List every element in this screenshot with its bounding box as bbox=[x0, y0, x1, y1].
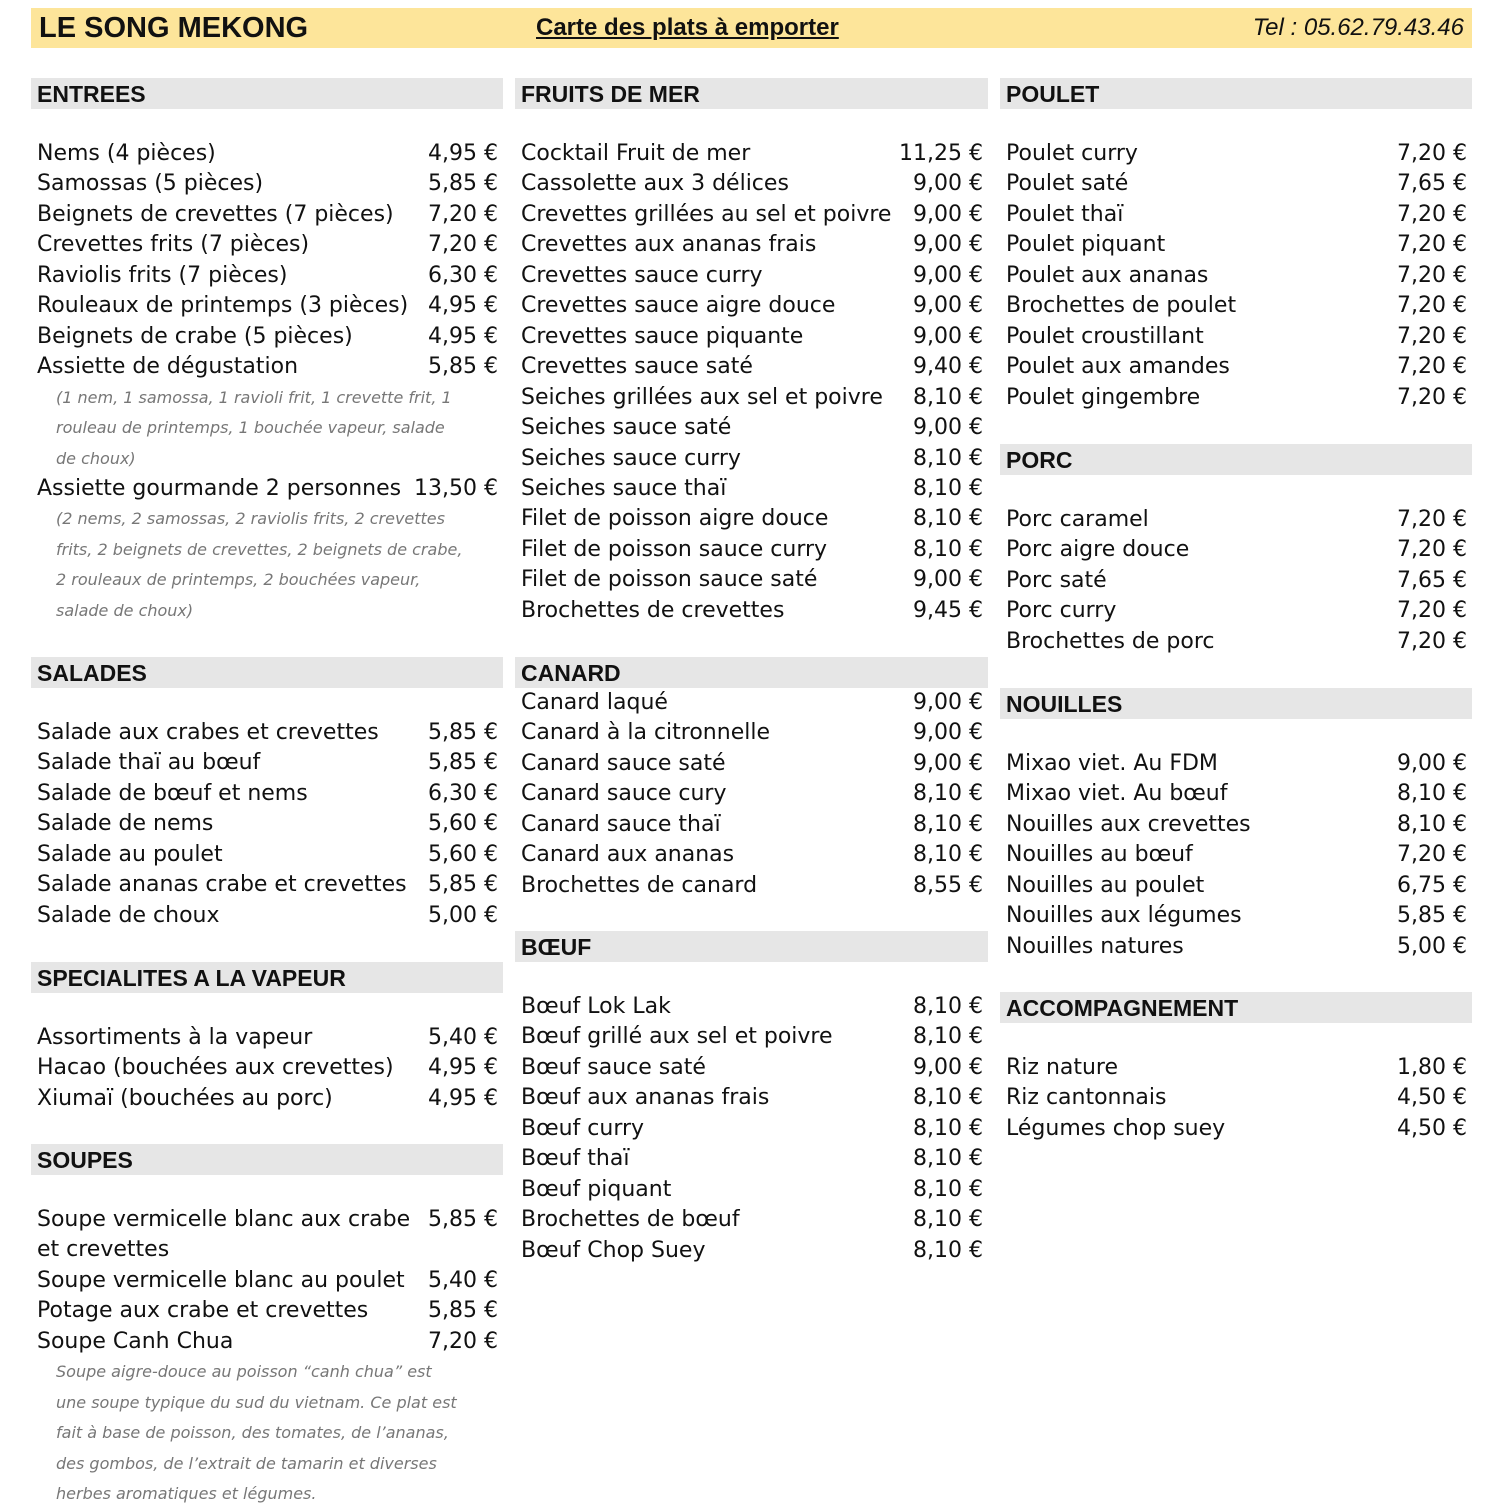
menu-item bbox=[31, 139, 503, 169]
menu-item bbox=[1000, 871, 1472, 901]
menu-item-list bbox=[1000, 749, 1472, 962]
menu-item-price: 5,85 € bbox=[428, 171, 498, 197]
menu-item-name: Assiette de dégustation bbox=[37, 354, 299, 380]
menu-item bbox=[31, 1023, 503, 1053]
section-title: ENTREES bbox=[31, 78, 503, 109]
section-accompagnement bbox=[1000, 992, 1472, 1144]
menu-item-name: Porc saté bbox=[1006, 567, 1107, 593]
menu-item bbox=[31, 1327, 503, 1357]
phone-number: Tel : 05.62.79.43.46 bbox=[1252, 14, 1464, 41]
menu-item-name: Brochettes de crevettes bbox=[521, 597, 785, 623]
item-description: (2 nems, 2 samossas, 2 raviolis frits, 2 crevettes frits, 2 beignets de crevettes, 2 beignets de crabe, 2 rouleaux de printemps, 2 bouchées vapeur, salade de choux) bbox=[56, 509, 463, 620]
menu-item-name: Soupe vermicelle blanc au poulet bbox=[37, 1267, 405, 1293]
menu-item-name: Assortiments à la vapeur bbox=[37, 1025, 313, 1050]
menu-item bbox=[1000, 810, 1472, 840]
menu-item bbox=[515, 474, 988, 504]
menu-item bbox=[515, 810, 988, 840]
menu-item-list bbox=[31, 139, 503, 383]
menu-item-name: Bœuf curry bbox=[521, 1115, 645, 1141]
section-vapeur bbox=[31, 962, 503, 1114]
menu-item-list bbox=[515, 992, 988, 1266]
menu-item bbox=[515, 230, 988, 260]
menu-item bbox=[31, 1266, 503, 1296]
menu-item-price: 9,00 € bbox=[1397, 751, 1467, 776]
menu-item bbox=[515, 413, 988, 443]
menu-item-name: Poulet piquant bbox=[1006, 232, 1166, 258]
menu-item-name: Filet de poisson sauce curry bbox=[521, 536, 828, 562]
menu-item-name: Bœuf piquant bbox=[521, 1176, 672, 1202]
menu-item-price: 9,00 € bbox=[913, 262, 983, 288]
menu-item-price: 8,10 € bbox=[913, 1146, 983, 1172]
menu-item-name: Beignets de crabe (5 pièces) bbox=[37, 323, 353, 349]
menu-item bbox=[515, 688, 988, 718]
menu-item bbox=[31, 1084, 503, 1114]
menu-item-price: 8,10 € bbox=[913, 1176, 983, 1202]
menu-item-name: Filet de poisson aigre douce bbox=[521, 506, 829, 532]
menu-item-price: 8,10 € bbox=[1397, 811, 1467, 837]
menu-item-price: 4,95 € bbox=[428, 1085, 498, 1111]
menu-item-price: 8,10 € bbox=[913, 384, 983, 410]
section-title: PORC bbox=[1000, 444, 1472, 475]
menu-item bbox=[31, 169, 503, 199]
section-title: SOUPES bbox=[31, 1144, 503, 1175]
menu-item-name: Canard sauce saté bbox=[521, 750, 726, 776]
menu-item-price: 8,10 € bbox=[913, 1085, 983, 1111]
menu-item-price: 8,10 € bbox=[913, 842, 983, 868]
section-title: POULET bbox=[1000, 78, 1472, 109]
menu-item bbox=[31, 870, 503, 900]
section-title: CANARD bbox=[515, 657, 988, 688]
item-description: Soupe aigre-douce au poisson “canh chua” est une soupe typique du sud du vietnam. Ce plat est fait à base de poisson, des tomates, de l’ananas, des gombos, de l’extrait de tamarin et diverses herbes aromatiques et légumes. bbox=[56, 1362, 457, 1504]
menu-item bbox=[515, 352, 988, 382]
menu-item-price: 9,00 € bbox=[913, 750, 983, 776]
menu-item-name: Crevettes sauce piquante bbox=[521, 323, 804, 349]
menu-item bbox=[31, 322, 503, 352]
menu-item-price: 7,20 € bbox=[1397, 842, 1467, 868]
menu-item-price: 7,20 € bbox=[1397, 232, 1467, 258]
menu-item-name: Samossas (5 pièces) bbox=[37, 171, 264, 197]
menu-item bbox=[515, 1114, 988, 1144]
menu-item bbox=[515, 444, 988, 474]
menu-item-price: 4,95 € bbox=[428, 323, 498, 349]
menu-item-price: 9,40 € bbox=[913, 354, 983, 380]
section-nouilles bbox=[1000, 688, 1472, 962]
menu-item-name: Poulet curry bbox=[1006, 141, 1138, 166]
menu-item-list bbox=[1000, 505, 1472, 657]
menu-item-price: 8,10 € bbox=[913, 475, 983, 501]
section-salades bbox=[31, 657, 503, 931]
menu-item-name: Crevettes sauce aigre douce bbox=[521, 293, 836, 319]
menu-item-name: Riz nature bbox=[1006, 1055, 1119, 1080]
menu-item-list bbox=[515, 139, 988, 626]
menu-item-price: 9,45 € bbox=[913, 597, 983, 623]
menu-item-name: Poulet aux amandes bbox=[1006, 354, 1230, 380]
menu-item-name: Nouilles au bœuf bbox=[1006, 842, 1193, 868]
menu-item-list bbox=[31, 1205, 503, 1357]
menu-item-name: Poulet thaï bbox=[1006, 201, 1124, 227]
menu-item-price: 4,95 € bbox=[428, 293, 498, 319]
menu-item bbox=[1000, 322, 1472, 352]
menu-item bbox=[515, 322, 988, 352]
menu-item-price: 5,85 € bbox=[428, 872, 498, 898]
menu-item-price: 8,10 € bbox=[913, 1237, 983, 1263]
menu-item bbox=[515, 779, 988, 809]
menu-item-name: Bœuf sauce saté bbox=[521, 1054, 706, 1080]
menu-item bbox=[1000, 261, 1472, 291]
section-title: FRUITS DE MER bbox=[515, 78, 988, 109]
menu-item bbox=[515, 840, 988, 870]
section-porc bbox=[1000, 444, 1472, 657]
menu-item bbox=[1000, 169, 1472, 199]
menu-item-name: Xiumaï (bouchées au porc) bbox=[37, 1085, 333, 1111]
menu-item-price: 8,10 € bbox=[913, 1207, 983, 1233]
menu-item-price: 6,30 € bbox=[428, 262, 498, 288]
menu-item-name: Salade aux crabes et crevettes bbox=[37, 720, 379, 745]
menu-item-name: Canard sauce thaï bbox=[521, 811, 721, 837]
menu-item-price: 7,20 € bbox=[1397, 262, 1467, 288]
menu-item bbox=[1000, 505, 1472, 535]
section-title: ACCOMPAGNEMENT bbox=[1000, 992, 1472, 1023]
menu-item bbox=[515, 169, 988, 199]
menu-item-name: Brochettes de porc bbox=[1006, 628, 1215, 654]
menu-item bbox=[31, 1053, 503, 1083]
menu-item-price: 6,75 € bbox=[1397, 872, 1467, 898]
menu-item bbox=[1000, 779, 1472, 809]
menu-item-price: 7,20 € bbox=[1397, 323, 1467, 349]
menu-item-list bbox=[515, 688, 988, 901]
menu-item bbox=[515, 261, 988, 291]
menu-item-price: 9,00 € bbox=[913, 171, 983, 197]
section-title: NOUILLES bbox=[1000, 688, 1472, 719]
menu-item bbox=[31, 474, 503, 504]
menu-item-name: Porc aigre douce bbox=[1006, 537, 1190, 563]
menu-item-price: 4,50 € bbox=[1397, 1115, 1467, 1141]
menu-item-name: Salade de choux bbox=[37, 902, 220, 928]
menu-item-name: Nouilles aux légumes bbox=[1006, 903, 1242, 929]
menu-item bbox=[1000, 932, 1472, 962]
menu-item-price: 9,00 € bbox=[913, 567, 983, 593]
menu-subtitle: Carte des plats à emporter bbox=[536, 14, 839, 41]
menu-item bbox=[31, 809, 503, 839]
menu-item-price: 5,85 € bbox=[428, 720, 498, 745]
menu-item-name: Crevettes grillées au sel et poivre bbox=[521, 201, 892, 227]
menu-item-list bbox=[1000, 1053, 1472, 1144]
menu-item-price: 5,85 € bbox=[428, 1207, 498, 1232]
menu-item bbox=[31, 261, 503, 291]
menu-item-price: 13,50 € bbox=[414, 475, 498, 501]
section-entrees bbox=[31, 78, 503, 626]
menu-item-price: 7,65 € bbox=[1397, 567, 1467, 593]
item-description: (1 nem, 1 samossa, 1 ravioli frit, 1 crevette frit, 1 rouleau de printemps, 1 bouchée vapeur, salade de choux) bbox=[56, 387, 452, 468]
menu-item bbox=[515, 1053, 988, 1083]
menu-item bbox=[515, 200, 988, 230]
menu-item-name: Mixao viet. Au bœuf bbox=[1006, 781, 1228, 807]
menu-item-price: 8,10 € bbox=[913, 445, 983, 471]
menu-item-list bbox=[1000, 139, 1472, 413]
menu-item bbox=[515, 1175, 988, 1205]
menu-item-price: 8,10 € bbox=[913, 811, 983, 837]
menu-item bbox=[31, 230, 503, 260]
menu-item-price: 11,25 € bbox=[899, 141, 983, 166]
menu-item-price: 5,85 € bbox=[1397, 903, 1467, 929]
menu-item-price: 7,20 € bbox=[1397, 354, 1467, 380]
menu-item-list bbox=[31, 1023, 503, 1114]
menu-item-name: Cocktail Fruit de mer bbox=[521, 141, 751, 166]
menu-item-price: 5,00 € bbox=[428, 902, 498, 928]
menu-item-price: 7,20 € bbox=[428, 1328, 498, 1354]
menu-item bbox=[1000, 291, 1472, 321]
menu-item-price: 4,95 € bbox=[428, 1055, 498, 1081]
menu-item bbox=[515, 871, 988, 901]
menu-item bbox=[1000, 566, 1472, 596]
menu-item-name: Porc curry bbox=[1006, 598, 1117, 624]
menu-item-price: 7,20 € bbox=[1397, 141, 1467, 166]
menu-item-price: 9,00 € bbox=[913, 1054, 983, 1080]
menu-item bbox=[1000, 200, 1472, 230]
menu-item-price: 7,20 € bbox=[428, 201, 498, 227]
menu-item-name: Crevettes sauce saté bbox=[521, 354, 753, 380]
menu-item-name: Potage aux crabe et crevettes bbox=[37, 1298, 369, 1324]
menu-item-name: Salade de bœuf et nems bbox=[37, 780, 308, 806]
menu-item bbox=[515, 504, 988, 534]
menu-item-name: Salade de nems bbox=[37, 811, 214, 837]
menu-item-name: Seiches sauce curry bbox=[521, 445, 741, 471]
menu-item-name: Brochettes de bœuf bbox=[521, 1207, 740, 1233]
menu-item bbox=[515, 291, 988, 321]
section-canard bbox=[515, 657, 988, 901]
menu-item-price: 8,10 € bbox=[913, 994, 983, 1019]
menu-item-name: Salade thaï au bœuf bbox=[37, 750, 261, 776]
menu-item bbox=[515, 535, 988, 565]
menu-item bbox=[1000, 352, 1472, 382]
menu-item-price: 9,00 € bbox=[913, 232, 983, 258]
menu-item bbox=[31, 1296, 503, 1326]
menu-item-price: 8,10 € bbox=[913, 1115, 983, 1141]
section-title: SPECIALITES A LA VAPEUR bbox=[31, 962, 503, 993]
menu-item-name: Mixao viet. Au FDM bbox=[1006, 751, 1218, 776]
menu-item bbox=[1000, 596, 1472, 626]
menu-item-price: 9,00 € bbox=[913, 415, 983, 441]
menu-item-name: Crevettes aux ananas frais bbox=[521, 232, 817, 258]
menu-item bbox=[1000, 627, 1472, 657]
menu-item-name: Raviolis frits (7 pièces) bbox=[37, 262, 288, 288]
menu-item bbox=[1000, 535, 1472, 565]
menu-item-name: Poulet aux ananas bbox=[1006, 262, 1209, 288]
menu-item-price: 5,00 € bbox=[1397, 933, 1467, 959]
menu-item-name: Bœuf grillé aux sel et poivre bbox=[521, 1024, 833, 1050]
menu-item-name: Beignets de crevettes (7 pièces) bbox=[37, 201, 394, 227]
menu-item-price: 9,00 € bbox=[913, 323, 983, 349]
menu-item-name: Canard aux ananas bbox=[521, 842, 735, 868]
menu-item bbox=[515, 139, 988, 169]
menu-item bbox=[515, 1083, 988, 1113]
menu-item bbox=[31, 352, 503, 382]
menu-item bbox=[515, 718, 988, 748]
menu-item-name: Hacao (bouchées aux crevettes) bbox=[37, 1055, 394, 1081]
menu-item-name: Seiches grillées aux sel et poivre bbox=[521, 384, 883, 410]
menu-item-price: 5,85 € bbox=[428, 750, 498, 776]
section-soupes bbox=[31, 1144, 503, 1510]
menu-item-price: 9,00 € bbox=[913, 293, 983, 319]
menu-item-price: 8,10 € bbox=[913, 781, 983, 807]
menu-item-price: 6,30 € bbox=[428, 780, 498, 806]
menu-item bbox=[1000, 139, 1472, 169]
menu-item-price: 5,40 € bbox=[428, 1025, 498, 1050]
menu-item-name: Riz cantonnais bbox=[1006, 1085, 1167, 1111]
menu-item-name: Seiches sauce thaï bbox=[521, 475, 727, 501]
menu-item-price: 4,95 € bbox=[428, 141, 498, 166]
menu-item bbox=[515, 1022, 988, 1052]
menu-item-name: Canard sauce cury bbox=[521, 781, 727, 807]
menu-item-name: Bœuf Lok Lak bbox=[521, 994, 671, 1019]
menu-item-price: 4,50 € bbox=[1397, 1085, 1467, 1111]
menu-item bbox=[1000, 1083, 1472, 1113]
menu-item bbox=[31, 840, 503, 870]
menu-item-name: Bœuf thaï bbox=[521, 1146, 630, 1172]
section-title: SALADES bbox=[31, 657, 503, 688]
menu-item-price: 7,20 € bbox=[1397, 201, 1467, 227]
menu-item-price: 8,55 € bbox=[913, 872, 983, 898]
menu-item-price: 8,10 € bbox=[913, 536, 983, 562]
menu-item-name: Légumes chop suey bbox=[1006, 1115, 1226, 1141]
menu-item bbox=[31, 200, 503, 230]
menu-item-price: 1,80 € bbox=[1397, 1055, 1467, 1080]
menu-item-name: Soupe vermicelle blanc aux crabe et crevettes bbox=[37, 1207, 411, 1263]
menu-item-price: 5,60 € bbox=[428, 841, 498, 867]
section-poulet bbox=[1000, 78, 1472, 413]
menu-item bbox=[1000, 1053, 1472, 1083]
restaurant-name: LE SONG MEKONG bbox=[39, 12, 309, 44]
menu-item-price: 8,10 € bbox=[913, 1024, 983, 1050]
menu-item-name: Nouilles natures bbox=[1006, 933, 1184, 959]
menu-item-name: Canard laqué bbox=[521, 690, 668, 715]
menu-item bbox=[1000, 383, 1472, 413]
menu-item-price: 7,20 € bbox=[1397, 598, 1467, 624]
menu-item bbox=[515, 565, 988, 595]
menu-item bbox=[1000, 1114, 1472, 1144]
menu-item-name: Nems (4 pièces) bbox=[37, 141, 216, 166]
section-title: BŒUF bbox=[515, 931, 988, 962]
menu-item-name: Salade ananas crabe et crevettes bbox=[37, 872, 407, 898]
menu-item-name: Porc caramel bbox=[1006, 507, 1149, 532]
menu-item-name: Salade au poulet bbox=[37, 841, 223, 867]
menu-item-list bbox=[31, 474, 503, 504]
menu-item-price: 8,10 € bbox=[913, 506, 983, 532]
menu-item-name: Bœuf Chop Suey bbox=[521, 1237, 706, 1263]
menu-item-name: Seiches sauce saté bbox=[521, 415, 732, 441]
menu-item bbox=[1000, 749, 1472, 779]
menu-item-name: Filet de poisson sauce saté bbox=[521, 567, 818, 593]
menu-item-price: 5,40 € bbox=[428, 1267, 498, 1293]
menu-item-name: Poulet croustillant bbox=[1006, 323, 1204, 349]
menu-item bbox=[515, 749, 988, 779]
menu-item bbox=[31, 748, 503, 778]
menu-item-price: 7,20 € bbox=[1397, 628, 1467, 654]
menu-item bbox=[31, 291, 503, 321]
menu-item-name: Cassolette aux 3 délices bbox=[521, 171, 789, 197]
menu-item bbox=[515, 1144, 988, 1174]
menu-item bbox=[31, 718, 503, 748]
section-boeuf bbox=[515, 931, 988, 1266]
menu-item-name: Nouilles aux crevettes bbox=[1006, 811, 1251, 837]
menu-item bbox=[31, 779, 503, 809]
menu-item-price: 7,20 € bbox=[428, 232, 498, 258]
menu-item-name: Assiette gourmande 2 personnes bbox=[37, 475, 402, 501]
menu-item bbox=[515, 383, 988, 413]
menu-item-name: Crevettes frits (7 pièces) bbox=[37, 232, 310, 258]
menu-item-name: Nouilles au poulet bbox=[1006, 872, 1205, 898]
menu-item-name: Brochettes de canard bbox=[521, 872, 758, 898]
menu-item-price: 9,00 € bbox=[913, 201, 983, 227]
menu-item-name: Soupe Canh Chua bbox=[37, 1328, 234, 1354]
menu-item bbox=[31, 1205, 503, 1266]
menu-item-price: 5,60 € bbox=[428, 811, 498, 837]
menu-item-price: 5,85 € bbox=[428, 1298, 498, 1324]
menu-item-price: 5,85 € bbox=[428, 354, 498, 380]
menu-item-price: 7,20 € bbox=[1397, 537, 1467, 563]
menu-item-name: Crevettes sauce curry bbox=[521, 262, 763, 288]
menu-item bbox=[1000, 840, 1472, 870]
menu-item-price: 9,00 € bbox=[913, 720, 983, 746]
menu-item-name: Canard à la citronnelle bbox=[521, 720, 770, 746]
menu-item-price: 7,65 € bbox=[1397, 171, 1467, 197]
menu-item-name: Poulet gingembre bbox=[1006, 384, 1201, 410]
menu-item-name: Poulet saté bbox=[1006, 171, 1129, 197]
menu-item bbox=[1000, 230, 1472, 260]
menu-item-price: 7,20 € bbox=[1397, 507, 1467, 532]
menu-item bbox=[515, 1205, 988, 1235]
menu-item-price: 9,00 € bbox=[913, 690, 983, 715]
menu-item-list bbox=[31, 718, 503, 931]
menu-item bbox=[515, 992, 988, 1022]
menu-item-name: Bœuf aux ananas frais bbox=[521, 1085, 770, 1111]
menu-item-price: 7,20 € bbox=[1397, 293, 1467, 319]
menu-item bbox=[515, 1236, 988, 1266]
menu-item bbox=[1000, 901, 1472, 931]
menu-item-price: 8,10 € bbox=[1397, 781, 1467, 807]
section-fruits-de-mer bbox=[515, 78, 988, 626]
menu-item-name: Rouleaux de printemps (3 pièces) bbox=[37, 293, 409, 319]
menu-item-price: 7,20 € bbox=[1397, 384, 1467, 410]
menu-item bbox=[515, 596, 988, 626]
menu-item-name: Brochettes de poulet bbox=[1006, 293, 1237, 319]
menu-item bbox=[31, 901, 503, 931]
